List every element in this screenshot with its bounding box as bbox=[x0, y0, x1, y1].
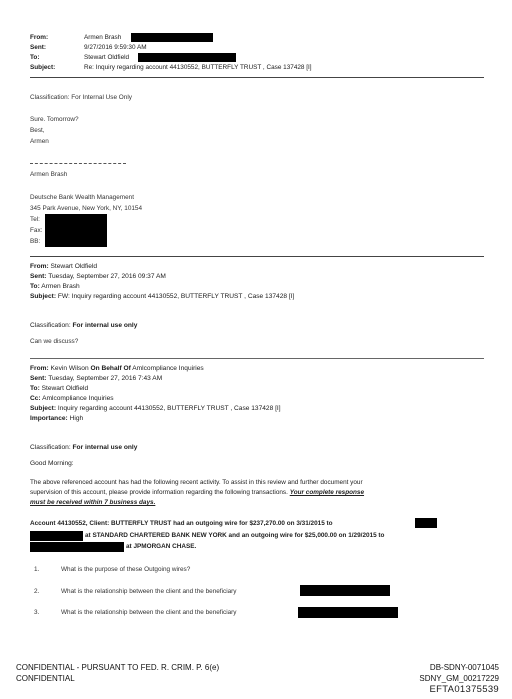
response-deadline-text: Your complete response bbox=[289, 489, 365, 496]
divider bbox=[30, 358, 484, 359]
bb-label: BB: bbox=[30, 238, 41, 245]
redaction bbox=[30, 542, 124, 552]
importance-value: High bbox=[69, 415, 84, 422]
subject-value: Inquiry regarding account 44130552, BUTTERFLY TRUST , Case 137428 [I] bbox=[57, 405, 281, 412]
question-text: What is the relationship between the client and the beneficiary bbox=[61, 588, 237, 595]
signature-name: Armen Brash bbox=[30, 171, 68, 178]
sent-value: 9/27/2016 9:59:30 AM bbox=[84, 44, 147, 51]
bates-number: DB-SDNY-0071045 bbox=[429, 663, 499, 672]
sent-label: Sent: bbox=[30, 375, 47, 382]
question-text: What is the purpose of these Outgoing wires? bbox=[61, 566, 191, 573]
redaction bbox=[300, 585, 390, 596]
redaction bbox=[138, 53, 236, 62]
wire-line: at JPMORGAN CHASE. bbox=[126, 543, 197, 550]
from-value: Kevin Wilson bbox=[50, 365, 89, 372]
paragraph-line: The above referenced account has had the following recent activity. To assist in this review and further document your bbox=[30, 479, 363, 486]
signature-address: 345 Park Avenue, New York, NY, 10154 bbox=[30, 205, 143, 212]
to-label: To: bbox=[30, 283, 40, 290]
classification-text: Classification: For Internal Use Only bbox=[30, 94, 132, 101]
sent-value: Tuesday, September 27, 2016 7:43 AM bbox=[48, 375, 163, 382]
cc-value: Amlcompliance Inquiries bbox=[42, 395, 114, 402]
cc-label: Cc: bbox=[30, 395, 41, 402]
subject-value: Re: Inquiry regarding account 44130552, BUTTERFLY TRUST , Case 137428 [I] bbox=[84, 64, 312, 71]
to-label: To: bbox=[30, 385, 40, 392]
redaction bbox=[415, 518, 437, 528]
body-line: Best, bbox=[30, 127, 45, 134]
importance-label: Importance: bbox=[30, 415, 68, 422]
signature-company: Deutsche Bank Wealth Management bbox=[30, 194, 134, 201]
subject-label: Subject: bbox=[30, 64, 56, 71]
sent-label: Sent: bbox=[30, 44, 46, 51]
bates-number: SDNY_GM_00217229 bbox=[419, 674, 499, 683]
question-text: What is the relationship between the client and the beneficiary bbox=[61, 609, 237, 616]
response-deadline-text: must be received within 7 business days. bbox=[30, 499, 156, 506]
from-label: From: bbox=[30, 34, 49, 41]
footer-confidential-line: CONFIDENTIAL bbox=[16, 674, 75, 683]
classification-value: For internal use only bbox=[72, 444, 138, 451]
body-line: Armen bbox=[30, 138, 49, 145]
subject-value: FW: Inquiry regarding account 44130552, BUTTERFLY TRUST , Case 137428 [I] bbox=[57, 293, 295, 300]
signature-separator bbox=[30, 163, 126, 164]
to-value: Stewart Oldfield bbox=[41, 385, 89, 392]
redaction bbox=[298, 607, 398, 618]
footer-confidential-line: CONFIDENTIAL - PURSUANT TO FED. R. CRIM. P. 6(e) bbox=[16, 663, 220, 672]
to-label: To: bbox=[30, 54, 40, 61]
subject-label: Subject: bbox=[30, 405, 57, 412]
to-value: Stewart Oldfield bbox=[84, 54, 130, 61]
fax-label: Fax: bbox=[30, 227, 43, 234]
classification-label: Classification: bbox=[30, 322, 71, 329]
behalf-label: On Behalf Of bbox=[90, 365, 131, 372]
greeting-text: Good Morning: bbox=[30, 460, 74, 467]
redaction bbox=[131, 33, 213, 42]
divider bbox=[30, 256, 484, 257]
paragraph-line: supervision of this account, please provide information regarding the following transactions. bbox=[30, 489, 290, 496]
redaction bbox=[45, 214, 107, 247]
redaction bbox=[30, 531, 83, 541]
subject-label: Subject: bbox=[30, 293, 57, 300]
divider bbox=[30, 77, 484, 78]
classification-value: For internal use only bbox=[72, 322, 138, 329]
from-value: Armen Brash bbox=[84, 34, 122, 41]
body-line: Sure. Tomorrow? bbox=[30, 116, 79, 123]
tel-label: Tel: bbox=[30, 216, 40, 223]
to-value: Armen Brash bbox=[41, 283, 80, 290]
question-number: 2. bbox=[34, 588, 40, 595]
from-label: From: bbox=[30, 365, 49, 372]
from-value: Stewart Oldfield bbox=[50, 263, 98, 270]
question-number: 3. bbox=[34, 609, 40, 616]
wire-line: at STANDARD CHARTERED BANK NEW YORK and an outgoing wire for $25,000.00 on 1/29/2015 to bbox=[85, 532, 385, 539]
efta-number: EFTA01375539 bbox=[429, 684, 499, 695]
wire-line: Account 44130552, Client: BUTTERFLY TRUST had an outgoing wire for $237,270.00 on 3/31/2015 to bbox=[30, 520, 333, 527]
question-number: 1. bbox=[34, 566, 40, 573]
sent-value: Tuesday, September 27, 2016 09:37 AM bbox=[48, 273, 166, 280]
body-text: Can we discuss? bbox=[30, 338, 79, 345]
behalf-value: Amlcompliance Inquiries bbox=[132, 365, 204, 372]
classification-label: Classification: bbox=[30, 444, 71, 451]
from-label: From: bbox=[30, 263, 49, 270]
sent-label: Sent: bbox=[30, 273, 47, 280]
